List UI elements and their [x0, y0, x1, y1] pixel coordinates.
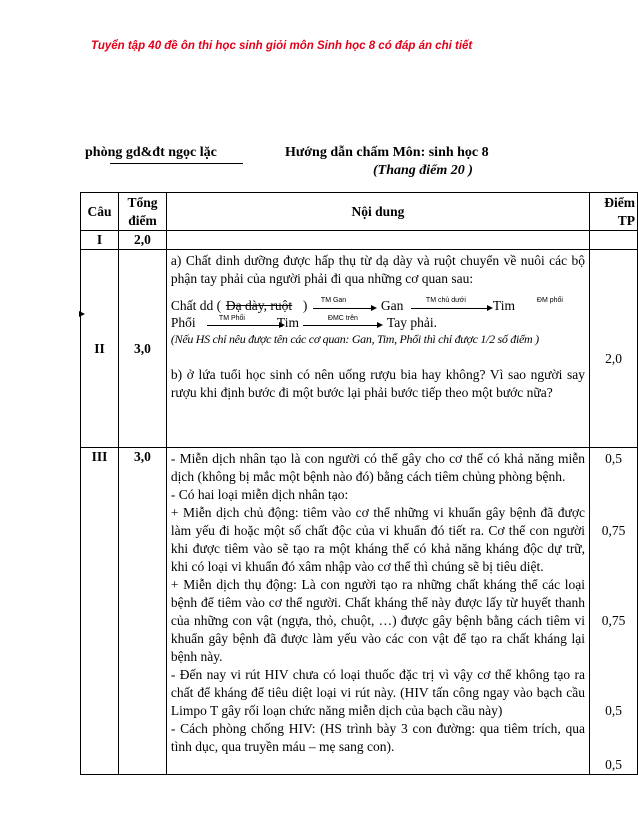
part-a-text: a) Chất dinh dưỡng được hấp thụ từ dạ dày và ruột chuyển về nuôi các bộ phận tay phải của người phải đi qua những cơ quan sau:: [170, 253, 586, 286]
arrow-to-gan: [313, 308, 375, 309]
label-dmc-tren: ĐMC trên: [327, 315, 358, 322]
label-tm-gan: TM Gan: [320, 297, 347, 304]
flow-stomach: Dạ dày, ruột: [225, 298, 293, 313]
part-b-text: b) ở lứa tuổi học sinh có nên uống rượu bia hay không? Vì sao người say rượu khi định bước đi một bước lại phải bước tiếp theo một bước nữa?: [170, 367, 586, 400]
header-score: Điểm TP: [590, 193, 638, 231]
row1-total: 2,0: [118, 231, 166, 250]
score-item-3: 0,75: [601, 523, 626, 538]
row1-score: [590, 231, 638, 250]
list-item: - Đến nay vi rút HIV chưa có loại thuốc đặc trị vì vậy cơ thể không tạo ra chất để kháng để tiêu diệt loại vi rút này. (HIV tấn công ngay vào bạch cầu Limpo T gây rối loạn chức năng miễn dịch của bạch cầu này): [170, 667, 586, 718]
list-item: - Miễn dịch nhân tạo là con người có thể gây cho cơ thể có khả năng miễn dịch (không bị mắc một bệnh nào đó) bằng cách tiêm chủng phòng bệnh.: [170, 451, 586, 484]
school-underline: [110, 163, 243, 164]
header-total: Tổng điểm: [118, 193, 166, 231]
list-item: + Miễn dịch thụ động: Là con người tạo ra những chất kháng thể các loại bệnh để tiêm vào cơ thể người. Chất kháng thể này được lấy từ huyết thanh của những con vật (ngựa, thỏ, chuột, …) được gây bệnh bằng cách tiêm vi khuẩn gây bệnh đã được làm yếu vào các con vật để tạo ra chất kháng lại bệnh này.: [170, 577, 586, 664]
flow-tim-1: Tim: [492, 298, 515, 313]
row2-score: 2,0: [590, 250, 638, 448]
row2-question: II: [81, 250, 119, 448]
list-item: - Có hai loại miễn dịch nhân tạo:: [170, 487, 349, 502]
flow-start: Chất dd (: [170, 298, 222, 313]
flow-gan: Gan: [380, 298, 404, 313]
table-row: [81, 448, 638, 775]
label-tm-phoi: TM Phổi: [218, 315, 245, 322]
row3-scores: [590, 448, 638, 775]
table-row: [81, 250, 638, 448]
row1-content: [166, 231, 589, 250]
table-row: [81, 231, 638, 250]
grading-table: [80, 192, 638, 775]
label-tm-chu-duoi: TM chủ dưới: [425, 297, 466, 304]
row2-total: 3,0: [118, 250, 166, 448]
list-item: + Miễn dịch chủ động: tiêm vào cơ thể những vi khuẩn gây bệnh đã được làm yếu đi hoặc một số chất độc của vi khuẩn đó tiết ra. Cơ thể con người khi được tiêm vào sẽ tạo ra một kháng thể có khả năng kháng độc dự trữ, khi có loại vi khuẩn đó xâm nhập vào cơ thể thì chúng sẽ bị tiêu diệt.: [170, 505, 586, 574]
document-banner: Tuyển tập 40 đề ôn thi học sinh giỏi môn Sinh học 8 có đáp án chi tiết: [91, 40, 473, 52]
school-name: phòng gd&đt ngọc lặc: [85, 145, 217, 160]
flow-tay-phai: Tay phải.: [386, 315, 437, 330]
label-dm-phoi: ĐM phổi: [536, 297, 563, 304]
flow-phoi: Phổi: [170, 315, 196, 330]
guide-title: Hướng dẫn chấm Môn: sinh học 8: [285, 145, 489, 160]
score-item-4: 0,75: [601, 613, 626, 628]
row3-total: 3,0: [118, 448, 166, 775]
score-item-1: 0,5: [605, 451, 622, 466]
table-header-row: [81, 193, 638, 231]
arrow-to-tim: [411, 308, 491, 309]
flow-close: ): [302, 298, 308, 313]
row2-content: [166, 250, 589, 448]
circulation-flow: [170, 288, 585, 330]
partial-score-note: (Nếu HS chỉ nêu được tên các cơ quan: Gan, Tim, Phổi thì chỉ được 1/2 số điểm ): [170, 332, 539, 346]
row1-question: I: [81, 231, 119, 250]
list-item: - Cách phòng chống HIV: (HS trình bày 3 con đường: qua tiêm trích, qua tình dục, qua truyền máu – mẹ sang con).: [170, 721, 586, 754]
arrow-to-tim-2: [207, 325, 283, 326]
header-content: Nội dung: [166, 193, 589, 231]
arrow-to-tay-phai: [303, 325, 381, 326]
row3-content: [166, 448, 589, 775]
score-item-5: 0,5: [605, 703, 622, 718]
flow-tim-2: Tim: [276, 315, 299, 330]
score-item-6: 0,5: [605, 757, 622, 772]
row3-question: III: [81, 448, 119, 775]
header-question: Câu: [81, 193, 119, 231]
scale-note: (Thang điểm 20 ): [373, 163, 473, 178]
